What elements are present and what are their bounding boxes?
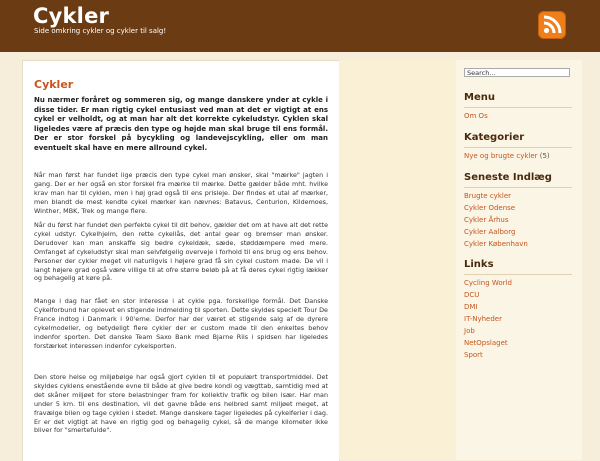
post-title[interactable]: Cykler xyxy=(34,78,74,91)
search-input[interactable]: Search... xyxy=(464,68,570,77)
category-item[interactable] xyxy=(464,152,550,160)
category-label[interactable]: Nye og brugte cykler xyxy=(464,152,538,160)
main-content xyxy=(22,60,340,461)
post-paragraph: Når du først har fundet den perfekte cykel til dit behov, gælder det om at have alt det rette cykel udstyr. Cykelhjelm, den rette cykellås, det antal gear og bremser man ønsker. Derudover kan man anskaffe sig bedre cykeldæk, sæde, støddæmpere med mere. Omfanget af cykeludstyr skal man selvfølgelig overveje i forhold til ens brug og ens behov. Personer der cykler meget vil naturligvis i højere grad få sin cykel custom made. De vil i langt højere grad også være villige til at ofre større beløb på at få deres cykel rigtig lækker og behagelig at køre på. xyxy=(34,221,328,283)
link-item[interactable]: DMI xyxy=(464,303,478,311)
link-item[interactable]: IT-Nyheder xyxy=(464,315,502,323)
recent-post-link[interactable]: Cykler Odense xyxy=(464,204,516,212)
menu-heading: Menu xyxy=(464,92,495,103)
divider xyxy=(464,274,572,275)
divider xyxy=(464,147,572,148)
link-item[interactable]: Job xyxy=(464,327,475,335)
link-item[interactable]: NetOpslaget xyxy=(464,339,508,347)
recent-post-link[interactable]: Cykler Århus xyxy=(464,216,509,224)
post-lead: Nu nærmer foråret og sommeren sig, og mange danskere ynder at cykle i disse tider. Er man rigtig cykel entusiast ved man at det er vigtigt at ens cykel er velholdt, og at man har alt det korrekte cykeludstyr. Cyklen skal ligeledes være af præcis den type og højde man skal bruge til ens formål. Der er stor forskel på bycykling og landevejscykling, eller om man eventuelt skal have en mere allround cykel. xyxy=(34,96,328,152)
post-paragraph: Den store helse og miljøbølge har også gjort cyklen til et populært transportmiddel. Det skyldes cyklens enestående evne til både at give bedre kondi og vægttab, samtidig med at det skåner miljøet for store belastninger fram for kollektiv trafik og bilen især. Har man under 5 km. til ens destination, vil det gavne både ens helbred samt miljøet meget, at fravælge bilen og tage cyklen i stedet. Mange danskere tager ligeledes på cykelferier i dag. Er er det vigtigt at have en rigtig god og behagelig cykel, så de mange kilometer ikke bliver for "smertefulde". xyxy=(34,373,328,435)
site-header xyxy=(0,0,600,52)
recent-posts-heading: Seneste Indlæg xyxy=(464,172,552,183)
recent-post-link[interactable]: Cykler København xyxy=(464,240,528,248)
category-count: (5) xyxy=(539,152,550,160)
middle-column xyxy=(339,60,456,460)
sidebar xyxy=(456,60,582,460)
link-item[interactable]: Sport xyxy=(464,351,483,359)
rss-icon[interactable] xyxy=(538,11,566,39)
recent-post-link[interactable]: Brugte cykler xyxy=(464,192,512,200)
divider xyxy=(464,107,572,108)
divider xyxy=(464,187,572,188)
post-paragraph: Når man først har fundet lige præcis den type cykel man ønsker, skal "mærke" jagten i gang. Der er her også en stor forskel fra mærke til mærke. Dette gælder både mht. hvilke krav man har til cyklen, men i høj grad også til ens prisleje. Der findes et utal af mærker, men blandt de mest kendte cykel mærker kan nævnes: Batavus, Centurion, Kildemoes, Winther, MBK, Trek og mange flere. xyxy=(34,171,328,215)
menu-item-om-os[interactable]: Om Os xyxy=(464,112,488,120)
recent-post-link[interactable]: Cykler Aalborg xyxy=(464,228,516,236)
categories-heading: Kategorier xyxy=(464,132,525,143)
links-heading: Links xyxy=(464,259,494,270)
site-title[interactable]: Cykler xyxy=(33,4,110,28)
site-description: Side omkring cykler og cykler til salg! xyxy=(34,27,167,35)
link-item[interactable]: Cycling World xyxy=(464,279,512,287)
link-item[interactable]: DCU xyxy=(464,291,480,299)
post-paragraph: Mange i dag har fået en stor interesse i at cykle pga. forskellige formål. Det Danske Cykelforbund har oplevet en stigende indmelding til sporten. Dette skyldes specielt Tour De France indtog i Danmark i 90'erne. Derfor har der været et stigende salg af de dyrere cykelmodeller, og betydeligt flere cykler der er custom made til den enkeltes behov indenfor sporten. Det danske Team Saxo Bank med Bjarne Riis i spidsen har ligeledes forstærket interessen indenfor cykelsporten. xyxy=(34,297,328,350)
